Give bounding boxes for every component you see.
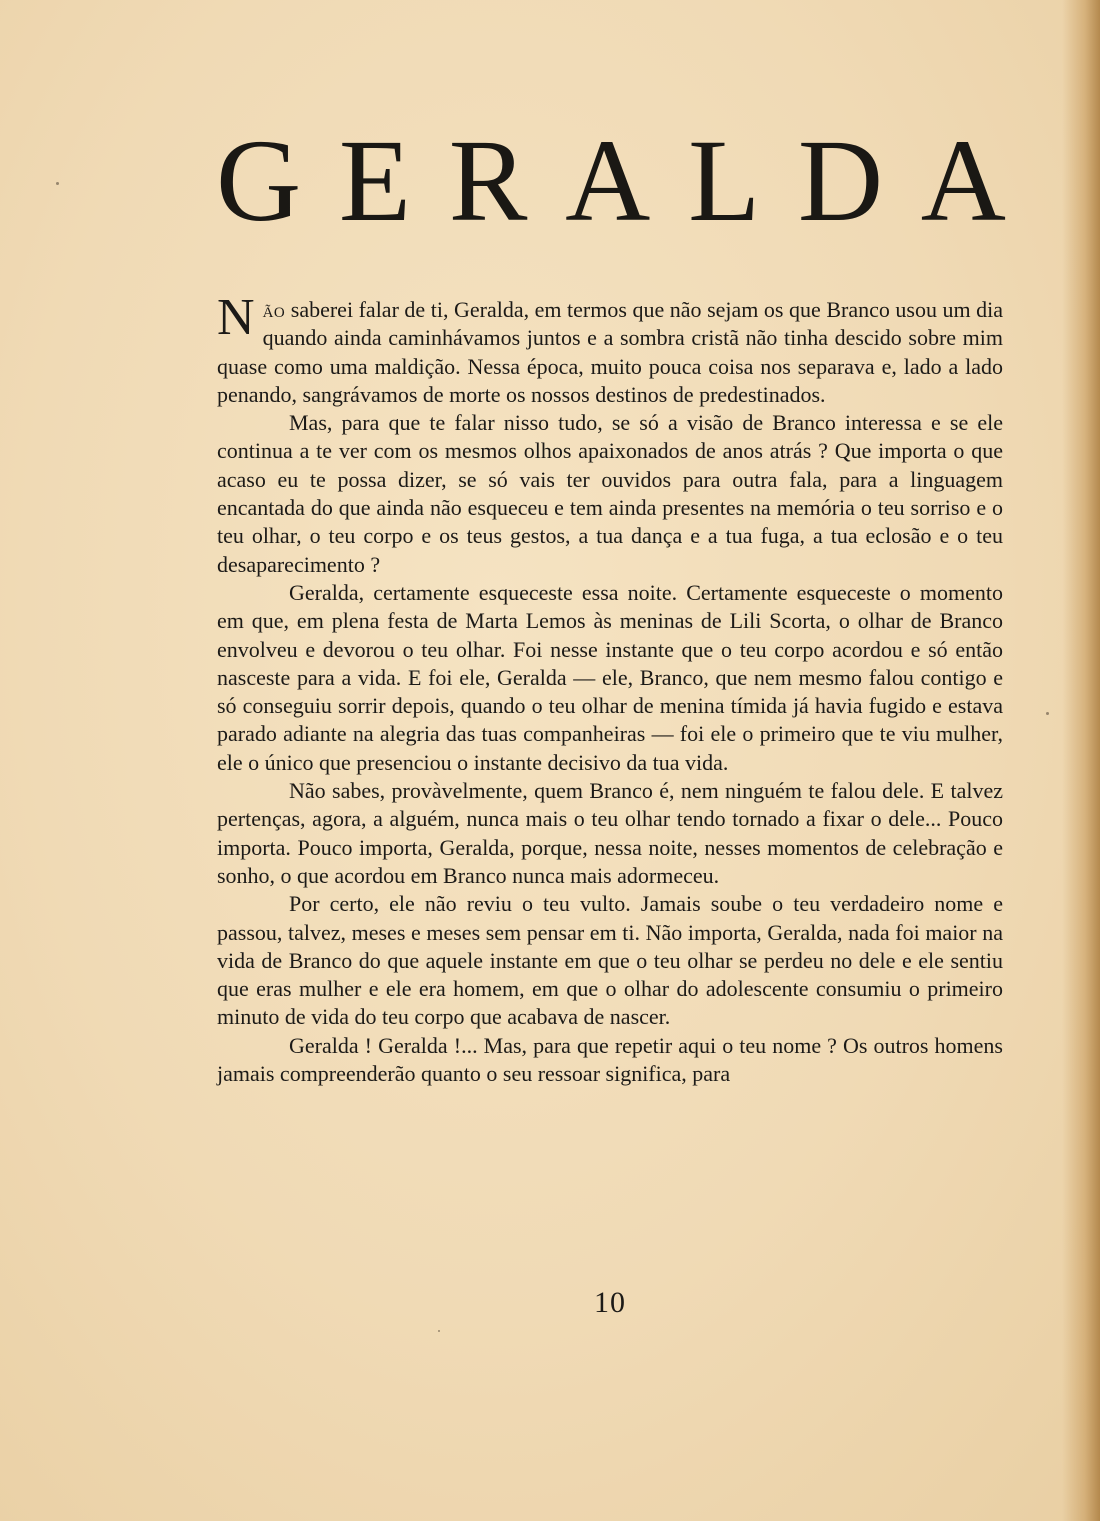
title-letter: R bbox=[448, 115, 528, 246]
drop-cap: N bbox=[217, 289, 255, 346]
title-letter: L bbox=[688, 115, 761, 246]
paragraph-3: Geralda, certamente esqueceste essa noite. Certamente esqueceste o momento em que, em plena festa de Marta Lemos às meninas de Lili Scorta, o olhar de Branco envolveu e devorou o teu olhar. Foi nesse instante que o teu corpo acordou e só então nasceste para a vida. E foi ele, Geralda — ele, Branco, que nem mesmo falou contigo e só conseguiu sorrir depois, quando o teu olhar de menina tímida já havia fugido e estava parado adiante na alegria das tuas companheiras — foi ele o primeiro que te viu mulher, ele o único que presenciou o instante decisivo da tua vida. bbox=[217, 579, 1003, 775]
paper-speck bbox=[438, 1330, 440, 1332]
paragraph-2: Mas, para que te falar nisso tudo, se só a visão de Branco interessa e se ele continua a te ver com os mesmos olhos apaixonados de anos atrás ? Que importa o que acaso eu te possa dizer, se só vais ter ouvidos para outra fala, para a linguagem encantada do que ainda não esqueceu e tem ainda presentes na memória o teu sorriso e o teu olhar, o teu corpo e os teus gestos, a tua dança e a tua fuga, a tua eclosão e o teu desaparecimento ? bbox=[217, 410, 1003, 577]
body-text bbox=[217, 289, 1003, 1088]
lead-in: ão bbox=[262, 297, 286, 322]
paragraph-5: Por certo, ele não reviu o teu vulto. Jamais soube o teu verdadeiro nome e passou, talvez, meses e meses sem pensar em ti. Não importa, Geralda, nada foi maior na vida de Branco do que aquele instante em que o teu olhar se perdeu no dele e ele sentiu que eras mulher e ele era homem, em que o olhar do adolescente consumiu o primeiro minuto de vida do teu corpo que acabava de nascer. bbox=[217, 891, 1003, 1030]
title-letter: E bbox=[338, 115, 412, 246]
paper-speck bbox=[1046, 712, 1049, 715]
paper-speck bbox=[56, 182, 59, 185]
paragraph-1 bbox=[217, 289, 1003, 409]
paragraph-4: Não sabes, provàvelmente, quem Branco é, nem ninguém te falou dele. E talvez pertenças, agora, a alguém, nunca mais o teu olhar tendo tornado a fixar o dele... Pouco importa. Pouco importa, Geralda, porque, nessa noite, nesses momentos de celebração e sonho, o que acordou em Branco nunca mais adormeceu. bbox=[217, 778, 1003, 888]
title-letter: D bbox=[797, 115, 884, 246]
title-letter: A bbox=[920, 115, 1006, 246]
title-letter: G bbox=[216, 115, 302, 246]
paragraph-6: Geralda ! Geralda !... Mas, para que repetir aqui o teu nome ? Os outros homens jamais compreenderão quanto o seu ressoar significa, para bbox=[217, 1032, 1003, 1087]
title-letter: A bbox=[565, 115, 651, 246]
page-number: 10 bbox=[594, 1286, 626, 1319]
paragraph-text: saberei falar de ti, Geralda, em termos que não sejam os que Branco usou um dia quando ainda caminhávamos juntos e a sombra cristã não tinha descido sobre mim quase como uma maldição. Nessa época, muito pouca coisa nos separava e, lado a lado penando, sangrávamos de morte os nossos destinos de predestinados. bbox=[217, 297, 1003, 407]
chapter-title bbox=[216, 115, 1006, 246]
